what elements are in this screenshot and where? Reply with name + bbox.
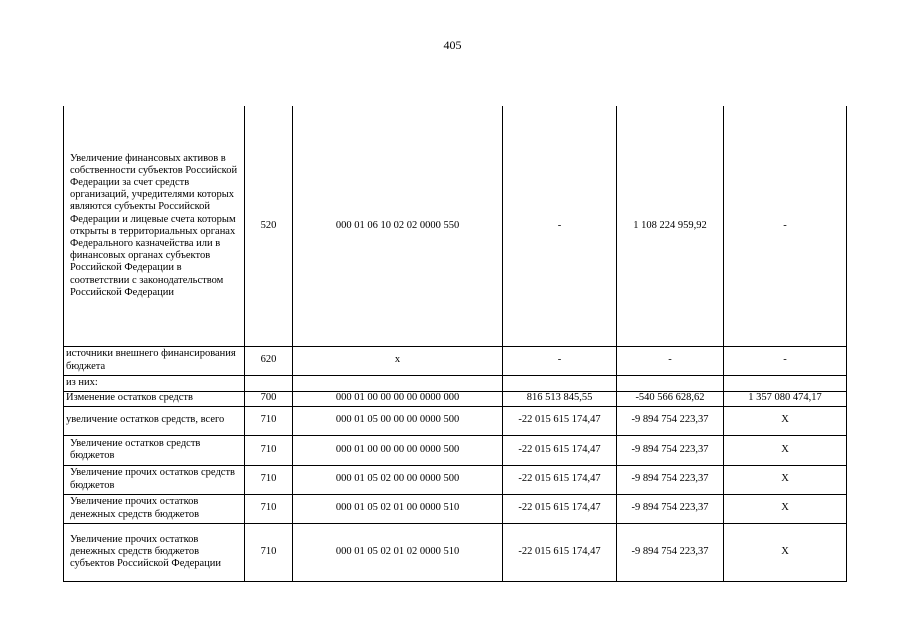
unexecuted-amount-cell: Х [724, 465, 847, 494]
page-number: 405 [443, 38, 462, 52]
budget-code-cell: x [293, 346, 503, 375]
table-row [64, 346, 847, 375]
approved-amount-cell: - [503, 346, 617, 375]
unexecuted-amount-cell: Х [724, 435, 847, 465]
executed-amount-cell: - [617, 346, 724, 375]
row-name-cell: Увеличение прочих остатков денежных средств бюджетов [64, 494, 245, 523]
executed-amount-cell: -9 894 754 223,37 [617, 523, 724, 581]
line-code-cell: 710 [245, 435, 293, 465]
table-row [64, 375, 847, 391]
budget-code-cell: 000 01 06 10 02 02 0000 550 [293, 106, 503, 346]
unexecuted-amount-cell: 1 357 080 474,17 [724, 391, 847, 406]
row-name-cell: из них: [64, 375, 245, 391]
approved-amount-cell: 816 513 845,55 [503, 391, 617, 406]
table-row [64, 391, 847, 406]
executed-amount-cell: -9 894 754 223,37 [617, 406, 724, 435]
row-name-cell: Изменение остатков средств [64, 391, 245, 406]
approved-amount-cell: - [503, 106, 617, 346]
row-name-cell: Увеличение остатков средств бюджетов [64, 435, 245, 465]
executed-amount-cell [617, 375, 724, 391]
budget-code-cell: 000 01 05 02 01 00 0000 510 [293, 494, 503, 523]
row-name-cell: увеличение остатков средств, всего [64, 406, 245, 435]
line-code-cell: 520 [245, 106, 293, 346]
unexecuted-amount-cell [724, 375, 847, 391]
approved-amount-cell: -22 015 615 174,47 [503, 523, 617, 581]
budget-code-cell: 000 01 00 00 00 00 0000 500 [293, 435, 503, 465]
unexecuted-amount-cell: Х [724, 406, 847, 435]
line-code-cell: 620 [245, 346, 293, 375]
line-code-cell [245, 375, 293, 391]
unexecuted-amount-cell: - [724, 106, 847, 346]
row-name-cell: Увеличение прочих остатков средств бюджетов [64, 465, 245, 494]
budget-code-cell [293, 375, 503, 391]
approved-amount-cell: -22 015 615 174,47 [503, 494, 617, 523]
table-row [64, 494, 847, 523]
line-code-cell: 710 [245, 523, 293, 581]
table-row [64, 523, 847, 581]
unexecuted-amount-cell: Х [724, 494, 847, 523]
executed-amount-cell: 1 108 224 959,92 [617, 106, 724, 346]
executed-amount-cell: -9 894 754 223,37 [617, 465, 724, 494]
row-name-cell: источники внешнего финансирования бюджета [64, 346, 245, 375]
approved-amount-cell [503, 375, 617, 391]
table-row [64, 406, 847, 435]
approved-amount-cell: -22 015 615 174,47 [503, 465, 617, 494]
executed-amount-cell: -9 894 754 223,37 [617, 435, 724, 465]
line-code-cell: 710 [245, 406, 293, 435]
executed-amount-cell: -9 894 754 223,37 [617, 494, 724, 523]
approved-amount-cell: -22 015 615 174,47 [503, 406, 617, 435]
budget-code-cell: 000 01 05 00 00 00 0000 500 [293, 406, 503, 435]
unexecuted-amount-cell: - [724, 346, 847, 375]
approved-amount-cell: -22 015 615 174,47 [503, 435, 617, 465]
table-row [64, 435, 847, 465]
row-name-cell: Увеличение прочих остатков денежных средств бюджетов субъектов Российской Федерации [64, 523, 245, 581]
budget-code-cell: 000 01 00 00 00 00 0000 000 [293, 391, 503, 406]
line-code-cell: 710 [245, 465, 293, 494]
budget-code-cell: 000 01 05 02 01 02 0000 510 [293, 523, 503, 581]
executed-amount-cell: -540 566 628,62 [617, 391, 724, 406]
budget-code-cell: 000 01 05 02 00 00 0000 500 [293, 465, 503, 494]
unexecuted-amount-cell: Х [724, 523, 847, 581]
line-code-cell: 710 [245, 494, 293, 523]
table-row [64, 465, 847, 494]
table-row [64, 106, 847, 346]
line-code-cell: 700 [245, 391, 293, 406]
report-table [63, 106, 847, 582]
row-name-cell: Увеличение финансовых активов в собственности субъектов Российской Федерации за счет средств организаций, учредителями которых являются субъекты Российской Федерации и лицевые счета которым открыты в территориальных органах Федерального казначейства или в финансовых органах субъектов Российской Федерации в соответствии с законодательством Российской Федерации [64, 106, 245, 346]
